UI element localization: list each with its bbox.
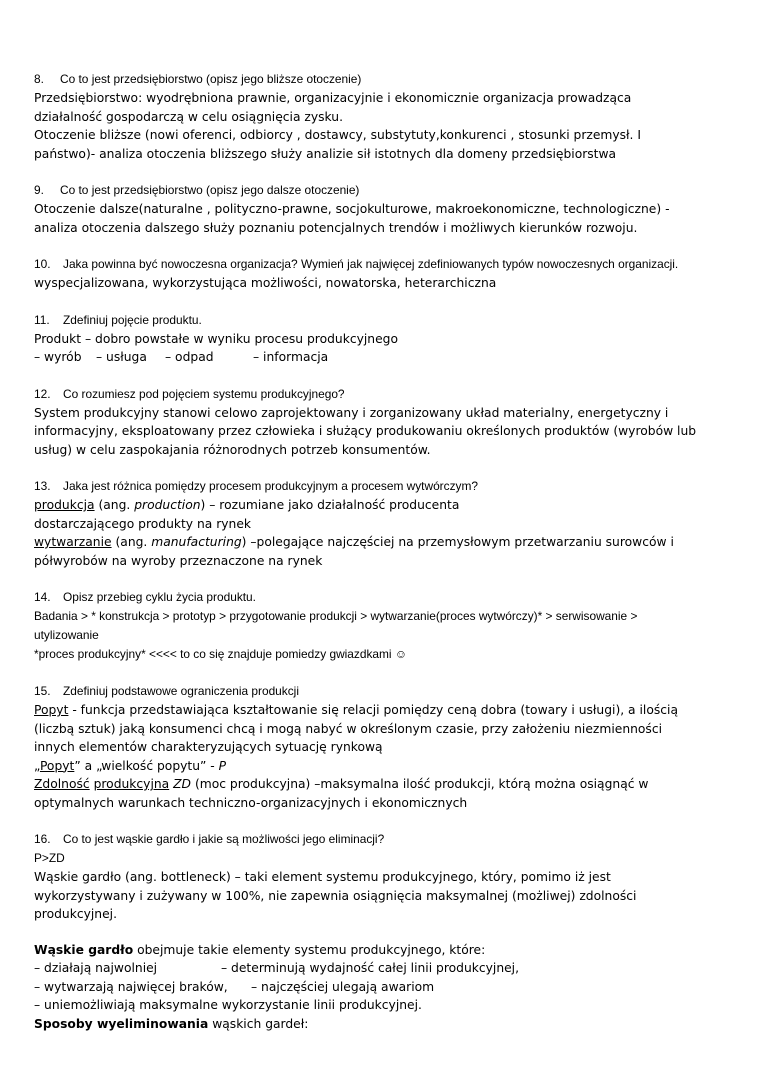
answer-8-line-3: Otoczenie bliższe (nowi oferenci, odbiorcy , dostawcy, substytuty,konkurenci , stosunki przemysł. I (34, 128, 641, 142)
list-item: – działają najwolniej (34, 961, 158, 975)
answer-8-line-1: Przedsiębiorstwo: wyodrębniona prawnie, organizacyjnie i ekonomicznie organizacja prowadząca (34, 91, 632, 105)
question-number: 10. (34, 257, 51, 271)
term-capacity: Zdolność (34, 777, 90, 791)
demand-definition-line-3: innych elementów charakteryzujących sytuację rynkową (34, 740, 383, 754)
list-item: – usługa (96, 350, 147, 364)
spacer (34, 570, 734, 588)
capacity-definition-line-2: optymalnych warunkach techniczno-organizacyjnych i ekonomicznych (34, 795, 468, 810)
bottleneck-definition-line-2: wykorzystywany i zużywany w 100%, nie zapewnia osiągnięcia maksymalnej (możliwej) zdolności (34, 888, 637, 903)
spacer (34, 237, 734, 255)
spacer (34, 459, 734, 477)
question-number: 13. (34, 479, 51, 493)
text-fragment: - funkcja przedstawiająca kształtowanie się relacji pomiędzy ceną dobra (towary i usługi), a ilością (68, 703, 678, 717)
lifecycle-note: *proces produkcyjny* <<<< to co się znajduje pomiedzy gwiazdkami ☺ (34, 647, 408, 661)
question-8 (34, 70, 734, 89)
manufacturing-definition (34, 533, 734, 552)
english-term: production (134, 498, 201, 512)
text-fragment: „ (34, 758, 40, 773)
list-item: – wytwarzają najwięcej braków, (34, 979, 228, 994)
text-fragment: wąskich gardeł: (208, 1016, 309, 1031)
text-fragment: (ang. (111, 535, 152, 549)
lifecycle-line-2: utylizowanie (34, 628, 99, 642)
production-definition (34, 496, 734, 515)
bottleneck-list-row-2 (34, 978, 734, 997)
question-number: 15. (34, 684, 51, 698)
answer-10: wyspecjalizowana, wykorzystująca możliwości, nowatorska, heterarchiczna (34, 276, 497, 290)
list-item: – odpad (165, 350, 214, 364)
spacer (34, 367, 734, 385)
spacer (34, 293, 734, 311)
product-types-list (34, 348, 734, 367)
answer-8-line-2: działalność gospodarczą w celu osiągnięcia zysku. (34, 109, 343, 124)
text-fragment: ” a „wielkość popytu” - (74, 758, 219, 773)
bold-term: Wąskie gardło (34, 942, 134, 957)
question-number: 9. (34, 183, 44, 197)
list-item: – determinują wydajność całej linii produkcyjnej, (221, 961, 520, 975)
document-page (34, 70, 734, 1033)
question-11 (34, 311, 734, 330)
answer-12-line-3: usług) w celu zaspokajania różnorodnych potrzeb konsumentów. (34, 442, 431, 457)
text-fragment: ) –polegające najczęściej na przemysłowym przetwarzaniu surowców i (241, 535, 674, 549)
question-text: Co rozumiesz pod pojęciem systemu produkcyjnego? (63, 386, 345, 401)
question-14 (34, 588, 734, 607)
question-9 (34, 181, 734, 200)
question-text: Zdefiniuj pojęcie produktu. (63, 312, 202, 327)
lifecycle-line-1: Badania > * konstrukcja > prototyp > przygotowanie produkcji > wytwarzanie(proces wytwórczy)* > serwisowanie > (34, 609, 638, 623)
bottleneck-includes (34, 941, 734, 960)
question-number: 11. (34, 312, 50, 327)
question-12 (34, 385, 734, 404)
list-item: – wyrób (34, 350, 82, 364)
spacer (34, 924, 734, 941)
term-demand: Popyt (39, 758, 75, 773)
question-text: Opisz przebieg cyklu życia produktu. (63, 590, 256, 604)
question-number: 8. (34, 72, 44, 86)
symbol-zd: ZD (173, 777, 192, 791)
elimination-methods-heading (34, 1015, 734, 1034)
question-number: 16. (34, 832, 51, 846)
answer-8-line-4: państwo)- analiza otoczenia bliższego służy analizie sił istotnych dla domeny przedsiębiorstwa (34, 146, 617, 161)
list-item: – najczęściej ulegają awariom (251, 979, 435, 994)
question-text: Co to jest przedsiębiorstwo (opisz jego bliższe otoczenie) (60, 72, 362, 86)
question-10 (34, 255, 734, 274)
term-production: produkcja (34, 498, 95, 512)
term-demand: Popyt (34, 703, 69, 717)
question-text: Jaka jest różnica pomiędzy procesem produkcyjnym a procesem wytwórczym? (63, 479, 478, 493)
production-definition-line-2: dostarczającego produkty na rynek (34, 516, 252, 531)
text-fragment: obejmuje takie elementy systemu produkcyjnego, które: (133, 942, 486, 957)
spacer (34, 812, 734, 830)
formula: P>ZD (34, 851, 65, 865)
text-fragment: ) – rozumiane jako działalność producenta (200, 498, 460, 512)
text-fragment: (moc produkcyjna) –maksymalna ilość produkcji, którą można osiągnąć w (191, 777, 649, 791)
question-15 (34, 682, 734, 701)
bottleneck-list-row-1 (34, 959, 734, 978)
english-term: manufacturing (151, 535, 242, 549)
bottleneck-definition-line-1: Wąskie gardło (ang. bottleneck) – taki element systemu produkcyjnego, który, pomimo iż jest (34, 870, 611, 884)
symbol-p: P (218, 758, 227, 773)
capacity-definition (34, 775, 734, 794)
answer-12-line-2: informacyjny, eksploatowany przez człowieka i służący produkowaniu określonych produktów (wyrobów lub (34, 424, 697, 438)
bold-term: Sposoby wyeliminowania (34, 1016, 209, 1031)
manufacturing-definition-line-2: półwyrobów na wyroby przeznaczone na rynek (34, 553, 323, 568)
demand-definition (34, 701, 734, 720)
bottleneck-list-row-3: – uniemożliwiają maksymalne wykorzystanie linii produkcyjnej. (34, 998, 422, 1012)
question-13 (34, 477, 734, 496)
question-text: Co to jest wąskie gardło i jakie są możliwości jego eliminacji? (63, 832, 385, 846)
list-item: – informacja (253, 350, 329, 364)
question-number: 14. (34, 590, 51, 604)
term-manufacturing: wytwarzanie (34, 535, 112, 549)
demand-quote-line (34, 757, 734, 776)
question-16 (34, 830, 734, 849)
answer-9-line-2: analiza otoczenia dalszego służy poznaniu potencjalnych trendów i możliwych kierunków rozwoju. (34, 220, 638, 235)
demand-definition-line-2: (liczbą sztuk) jaką konsumenci chcą i mogą nabyć w określonym czasie, przy założeniu niezmienności (34, 721, 663, 736)
answer-9-line-1: Otoczenie dalsze(naturalne , polityczno-prawne, socjokulturowe, makroekonomiczne, technologiczne) - (34, 202, 670, 216)
question-text: Zdefiniuj podstawowe ograniczenia produkcji (63, 684, 299, 698)
question-text: Jaka powinna być nowoczesna organizacja? Wymień jak najwięcej zdefiniowanych typów nowoczesnych organizacji. (63, 257, 679, 271)
spacer (34, 163, 734, 181)
spacer (34, 664, 734, 682)
term-capacity-2: produkcyjna (93, 777, 170, 791)
text-fragment: (ang. (94, 498, 135, 512)
question-number: 12. (34, 386, 51, 401)
bottleneck-definition-line-3: produkcyjnej. (34, 907, 117, 921)
question-text: Co to jest przedsiębiorstwo (opisz jego dalsze otoczenie) (60, 183, 360, 197)
answer-12-line-1: System produkcyjny stanowi celowo zaprojektowany i zorganizowany układ materialny, energetyczny i (34, 405, 669, 420)
answer-11: Produkt – dobro powstałe w wyniku procesu produkcyjnego (34, 331, 398, 346)
